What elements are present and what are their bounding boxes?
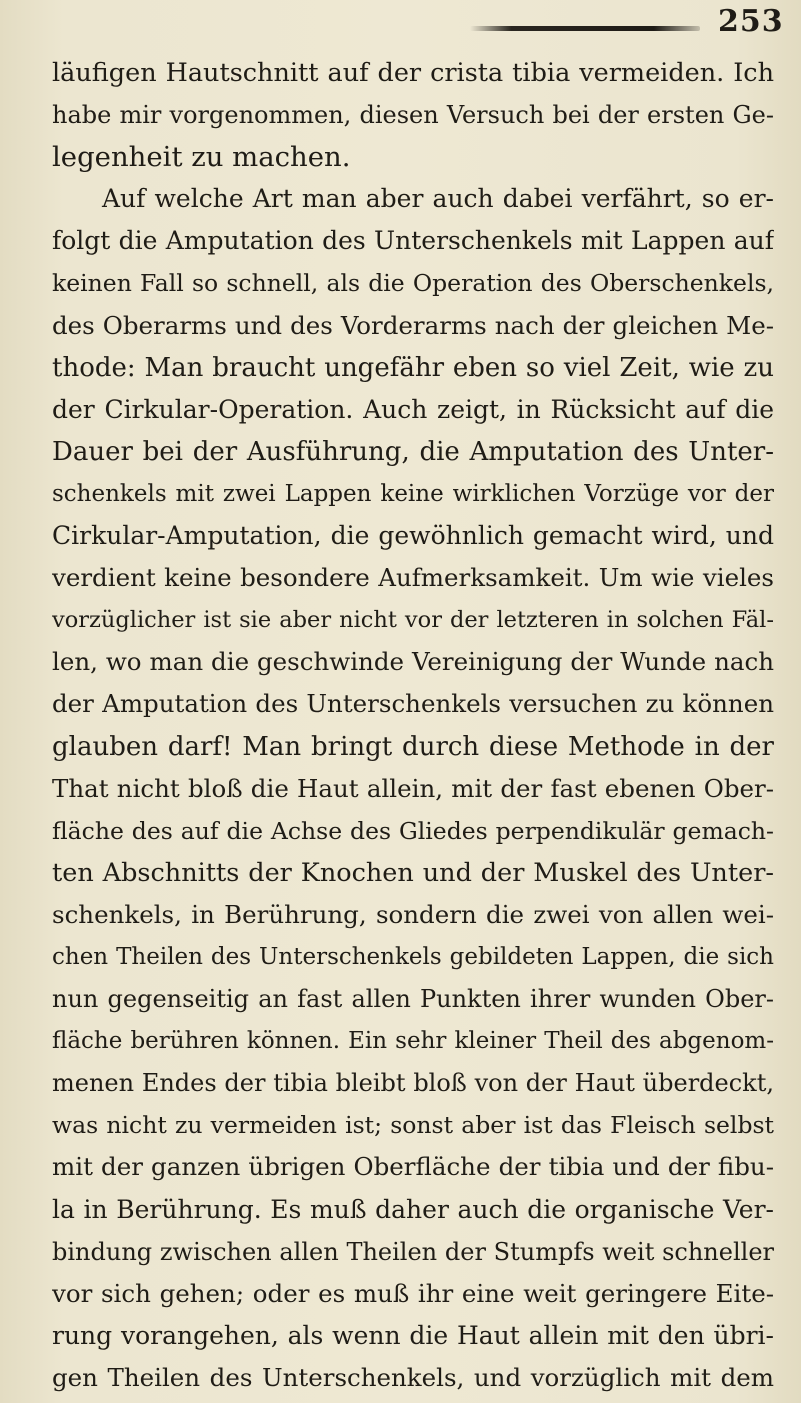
text-line: folgt die Amputation des Unterschenkels mit Lappen auf (52, 226, 774, 256)
text-line: schenkels, in Berührung, sondern die zwei von allen wei- (52, 899, 774, 929)
text-line: schenkels mit zwei Lappen keine wirklichen Vorzüge vor der (52, 480, 774, 507)
text-line: läufigen Hautschnitt auf der crista tibia vermeiden. Ich (52, 58, 774, 88)
text-line: chen Theilen des Unterschenkels gebildeten Lappen, die sich (52, 943, 774, 970)
text-line: la in Berührung. Es muß daher auch die organische Ver- (52, 1194, 774, 1224)
text-line: legenheit zu machen. (52, 141, 351, 174)
text-line: fläche berühren können. Ein sehr kleiner Theil des abgenom- (52, 1028, 774, 1055)
text-line: Cirkular-Amputation, die gewöhnlich gemacht wird, und (52, 521, 774, 551)
text-line: habe mir vorgenommen, diesen Versuch bei der ersten Ge- (52, 101, 774, 130)
body-text (52, 52, 774, 1399)
text-line: nun gegenseitig an fast allen Punkten ihrer wunden Ober- (52, 985, 774, 1014)
text-line: bindung zwischen allen Theilen der Stumpfs weit schneller (52, 1237, 774, 1266)
page-number: 253 (718, 4, 784, 39)
header-rule (470, 26, 700, 31)
text-line: was nicht zu vermeiden ist; sonst aber ist das Fleisch selbst (52, 1111, 774, 1140)
text-line: mit der ganzen übrigen Oberfläche der tibia und der fibu- (52, 1152, 774, 1182)
text-line: vor sich gehen; oder es muß ihr eine weit geringere Eite- (52, 1278, 774, 1308)
text-line: That nicht bloß die Haut allein, mit der fast ebenen Ober- (52, 773, 774, 803)
text-line: des Oberarms und des Vorderarms nach der gleichen Me- (52, 310, 774, 340)
text-line: vorzüglicher ist sie aber nicht vor der letzteren in solchen Fäl- (52, 607, 774, 634)
text-line: der Amputation des Unterschenkels versuchen zu können (52, 689, 774, 719)
text-line: verdient keine besondere Aufmerksamkeit. Um wie vieles (52, 563, 774, 593)
text-line: menen Endes der tibia bleibt bloß von der Haut überdeckt, (52, 1069, 774, 1098)
text-line: len, wo man die geschwinde Vereinigung der Wunde nach (52, 647, 774, 677)
text-line: der Cirkular-Operation. Auch zeigt, in Rücksicht auf die (52, 394, 774, 424)
text-line: Dauer bei der Ausführung, die Amputation des Unter- (52, 436, 774, 467)
text-line: keinen Fall so schnell, als die Operation des Oberschenkels, (52, 269, 774, 298)
text-line: ten Abschnitts der Knochen und der Muskel des Unter- (52, 857, 774, 888)
text-line: thode: Man braucht ungefähr eben so viel Zeit, wie zu (52, 352, 774, 383)
text-line: Auf welche Art man aber auch dabei verfährt, so er- (102, 184, 774, 214)
text-line: fläche des auf die Achse des Gliedes perpendikulär gemach- (52, 816, 774, 845)
text-line: gen Theilen des Unterschenkels, und vorzüglich mit dem (52, 1362, 774, 1392)
text-line: rung vorangehen, als wenn die Haut allein mit den übri- (52, 1320, 774, 1350)
text-line: glauben darf! Man bringt durch diese Methode in der (52, 731, 774, 762)
